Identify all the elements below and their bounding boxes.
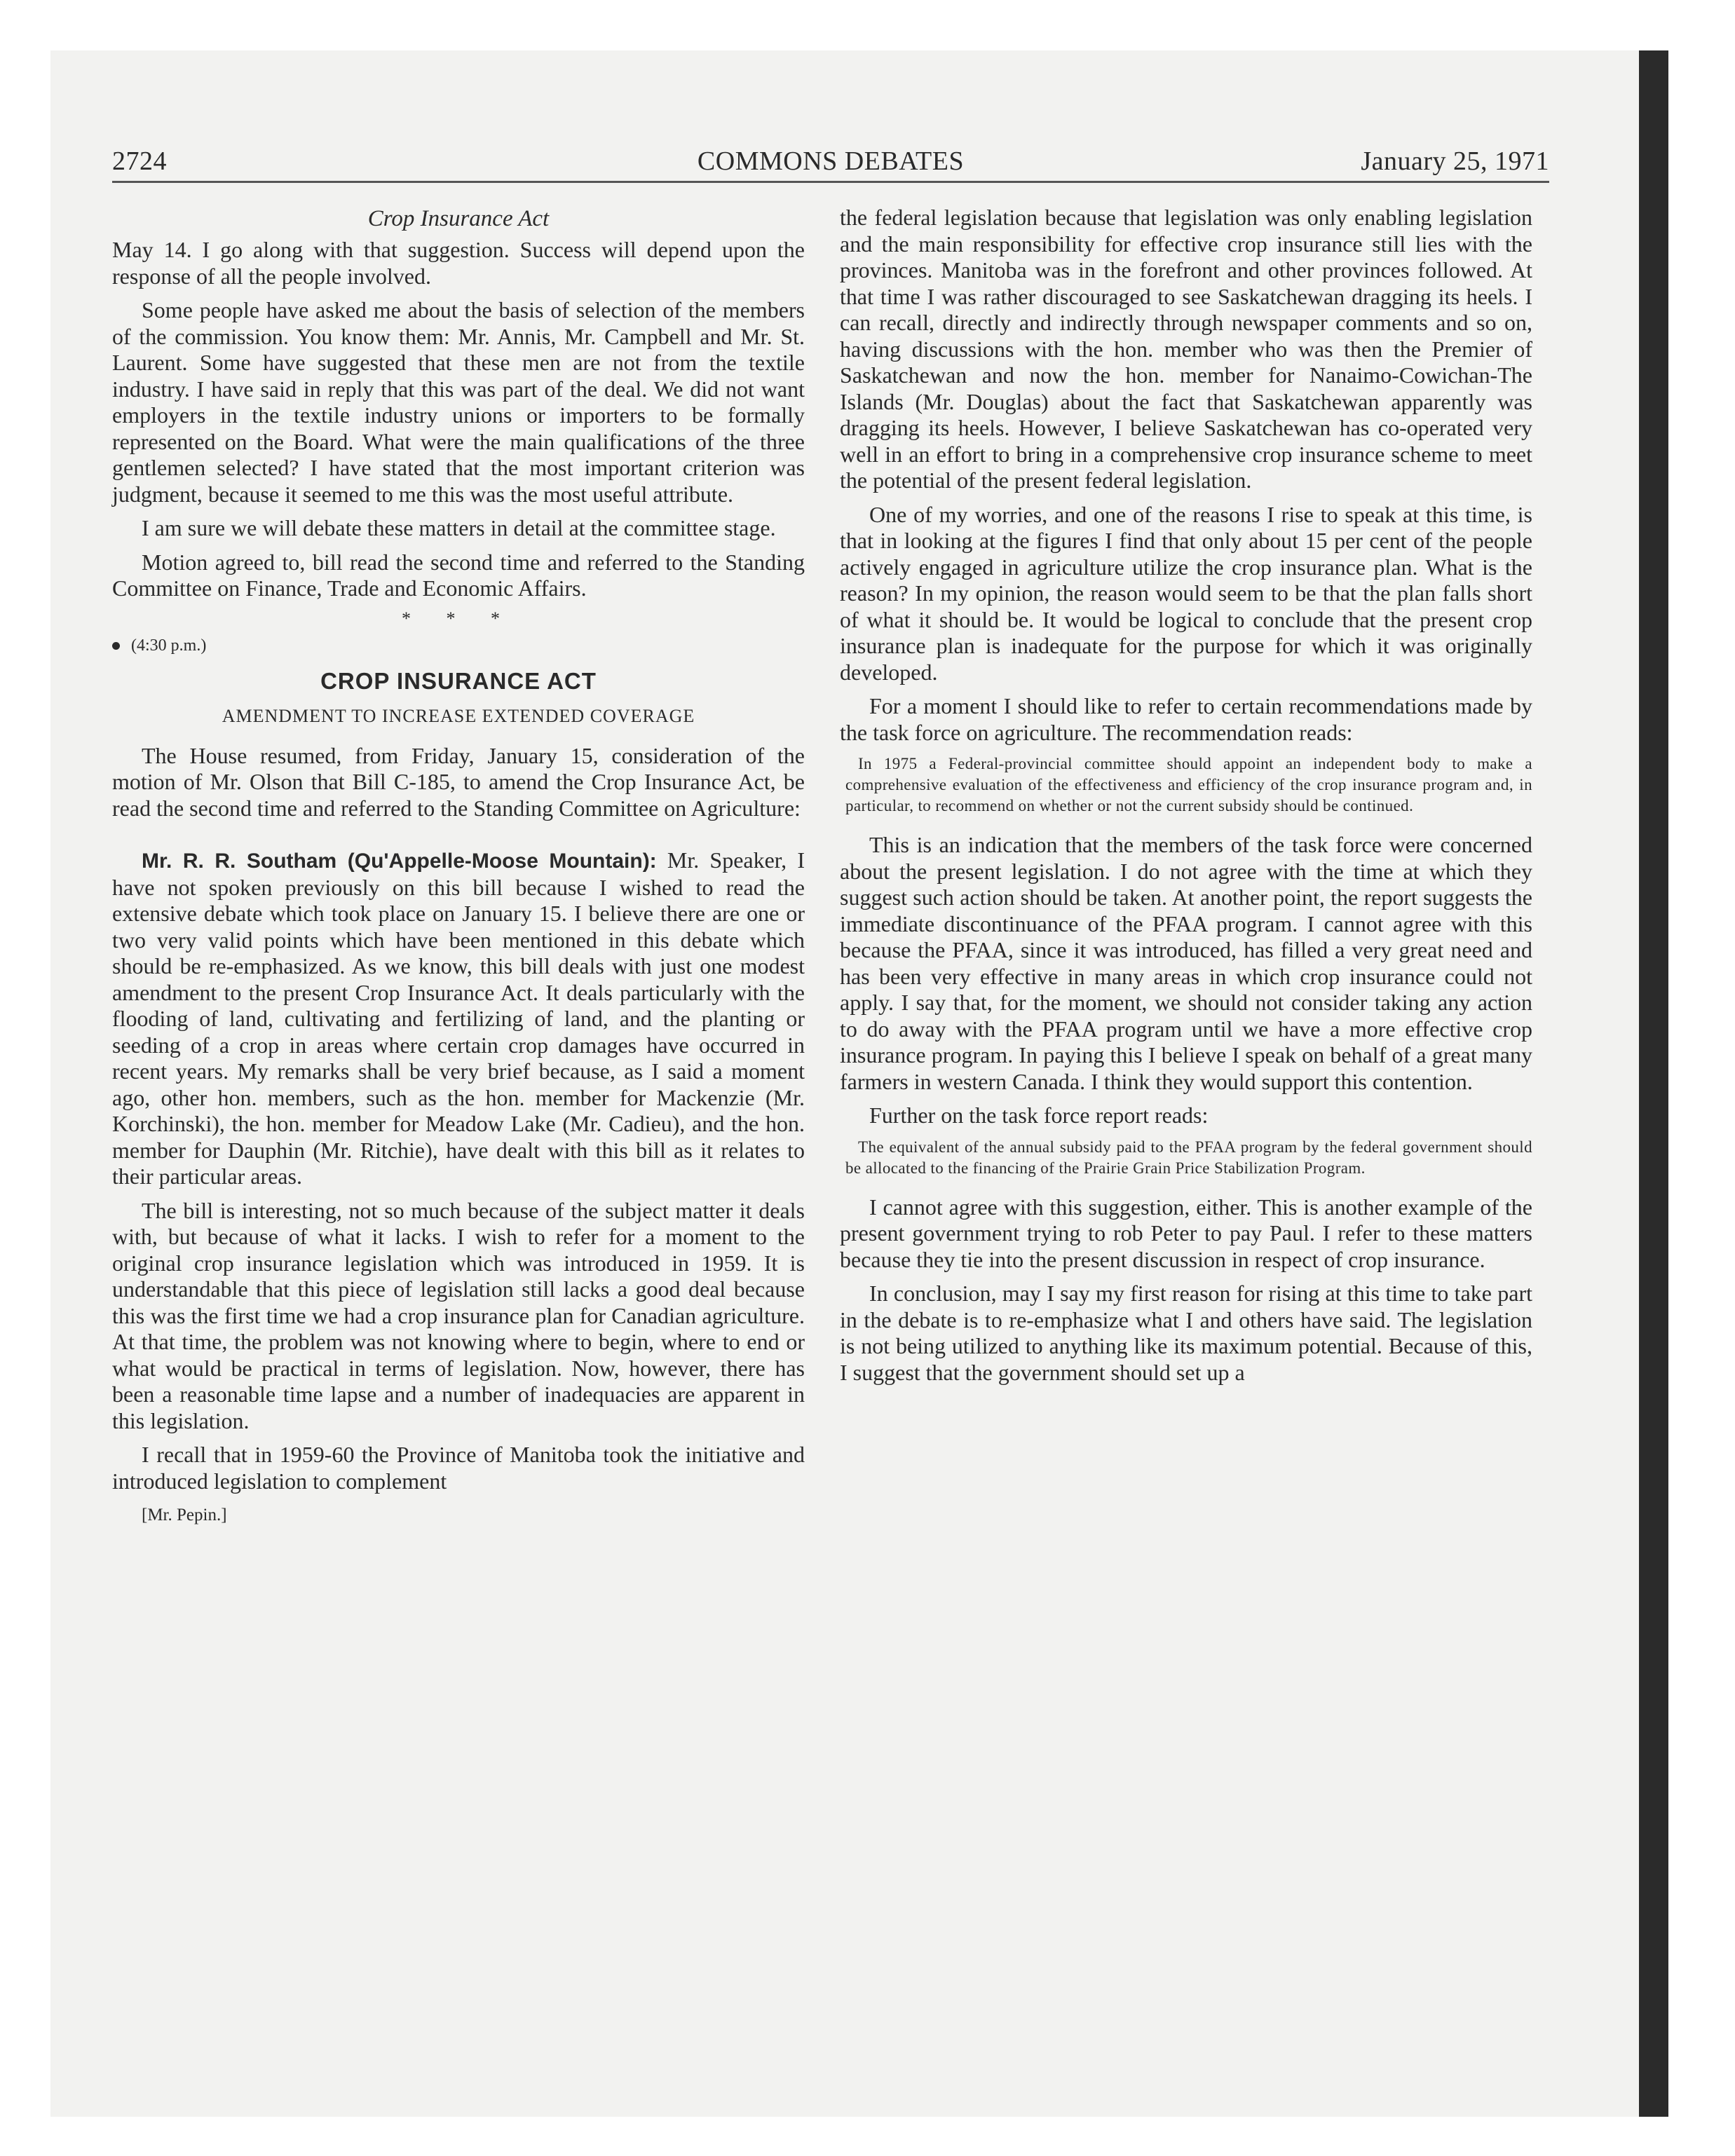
paragraph: Motion agreed to, bill read the second time and referred to the Standing Committee on Finance, Trade and Economic Affairs. <box>112 549 805 601</box>
time-stamp <box>112 634 805 657</box>
paragraph: I recall that in 1959-60 the Province of Manitoba took the initiative and introduced legislation to complement <box>112 1442 805 1494</box>
section-subtitle: AMENDMENT TO INCREASE EXTENDED COVERAGE <box>222 705 695 726</box>
paragraph: In conclusion, may I say my first reason for rising at this time to take part in the debate is to re-emphasize what I and others have said. The legislation is not being utilized to anything like its maximum potential. Because of this, I suggest that the government should set up a <box>840 1281 1532 1385</box>
block-quote <box>840 753 1532 817</box>
paragraph: One of my worries, and one of the reasons I rise to speak at this time, is that in looking at the figures I find that only about 15 per cent of the people actively engaged in agriculture utilize the crop insurance plan. What is the reason? In my opinion, the reason would seem to be that the plan falls short of what it should be. It would be logical to conclude that the present crop insurance plan is inadequate for the purpose for which it was originally developed. <box>840 501 1532 685</box>
page-number: 2724 <box>112 146 167 176</box>
paragraph: For a moment I should like to refer to certain recommendations made by the task force on agriculture. The recommendation reads: <box>840 693 1532 745</box>
scan-edge-bar <box>1639 50 1668 2117</box>
block-quote <box>840 1137 1532 1179</box>
spacer <box>112 829 805 847</box>
quote-text: In 1975 a Federal-provincial committee should appoint an independent body to make a comprehensive evaluation of the effectiveness and efficiency of the crop insurance program and, in particular, to recommend on whether or not the current subsidy should be continued. <box>845 755 1532 814</box>
right-column <box>840 205 1532 1393</box>
paragraph: I am sure we will debate these matters in detail at the committee stage. <box>142 515 776 540</box>
publication-date: January 25, 1971 <box>1361 146 1549 176</box>
speaker-name: Mr. R. R. Southam (Qu'Appelle-Moose Mountain): <box>142 850 657 873</box>
header-rule <box>112 181 1549 183</box>
paragraph: the federal legislation because that legislation was only enabling legislation and the main responsibility for effective crop insurance still lies with the provinces. Manitoba was in the forefront and other provinces followed. At that time I was rather discouraged to see Saskatchewan dragging its heels. I can recall, directly and indirectly through newspaper comments and so on, having discussions with the hon. member who was then the Premier of Saskatchewan and now the hon. member for Nanaimo-Cowichan-The Islands (Mr. Douglas) about the fact that Saskatchewan apparently was dragging its heels. However, I believe Saskatchewan has co-operated very well in an effort to bring in a comprehensive crop insurance scheme to meet the potential of the present federal legislation. <box>840 205 1532 493</box>
paragraph: I cannot agree with this suggestion, either. This is another example of the present government trying to rob Peter to pay Paul. I refer to these matters because they tie into the present discussion in respect of crop insurance. <box>840 1194 1532 1272</box>
paragraph: May 14. I go along with that suggestion. Success will depend upon the response of all the people involved. <box>112 237 805 289</box>
paragraph: Further on the task force report reads: <box>869 1103 1209 1128</box>
bullet-icon <box>112 642 120 650</box>
running-head: Crop Insurance Act <box>367 206 550 231</box>
section-title: CROP INSURANCE ACT <box>320 667 597 694</box>
paragraph: This is an indication that the members of the task force were concerned about the present legislation. I do not agree with the time at which they suggest such action should be taken. At another point, the report suggests the immediate discontinuance of the PFAA program. I cannot agree with this because the PFAA, since it was introduced, has filled a very great need and has been very effective in many areas in which crop insurance could not apply. I say that, for the moment, we should not consider taking any action to do away with the PFAA program until we have a more effective crop insurance program. In paying this I believe I speak on behalf of a great many farmers in western Canada. I think they would support this contention. <box>840 832 1532 1094</box>
speech-text: Mr. Speaker, I have not spoken previously on this bill because I wished to read the extensive debate which took place on January 15. I believe there are one or two very valid points which have been mentioned in this debate which should be re-emphasized. As we know, this bill deals with just one modest amendment to the present Crop Insurance Act. It deals particularly with the flooding of land, cultivating and fertilizing of land, and the planting or seeding of a crop in areas where certain crop damages have occurred in recent years. My remarks shall be very brief because, as I said a moment ago, other hon. members, such as the hon. member for Mackenzie (Mr. Korchinski), the hon. member for Meadow Lake (Mr. Cadieu), and the hon. member for Dauphin (Mr. Ritchie), have dealt with this bill as it relates to their particular areas. <box>112 847 805 1189</box>
speaker-footer: [Mr. Pepin.] <box>142 1506 227 1524</box>
left-column <box>112 205 805 1536</box>
paragraph: The House resumed, from Friday, January 15, consideration of the motion of Mr. Olson that Bill C-185, to amend the Crop Insurance Act, be read the second time and referred to the Standing Committee on Agriculture: <box>112 742 805 821</box>
time-label: (4:30 p.m.) <box>131 636 207 655</box>
paragraph: Some people have asked me about the basis of selection of the members of the commission. You know them: Mr. Annis, Mr. Campbell and Mr. St. Laurent. Some have suggested that these men are not from the textile industry. I have said in reply that this was part of the deal. We did not want employers in the textile industry unions or importers to be formally represented on the Board. What were the main qualifications of the three gentlemen selected? I have stated that the most important criterion was judgment, because it seemed to me this was the most useful attribute. <box>112 297 805 507</box>
publication-title: COMMONS DEBATES <box>697 146 965 176</box>
paragraph: The bill is interesting, not so much because of the subject matter it deals with, but because of what it lacks. I wish to refer for a moment to the original crop insurance legislation which was introduced in 1959. It is understandable that this piece of legislation still lacks a good deal because this was the first time we had a crop insurance plan for Canadian agriculture. At that time, the problem was not knowing where to begin, where to end or what would be practical in terms of legislation. Now, however, there has been a reasonable time lapse and a number of inadequacies are apparent in this legislation. <box>112 1197 805 1433</box>
quote-text: The equivalent of the annual subsidy paid to the PFAA program by the federal government should be allocated to the financing of the Prairie Grain Price Stabilization Program. <box>845 1138 1532 1177</box>
speaker-paragraph <box>112 847 805 1190</box>
section-separator: * * * <box>402 608 515 629</box>
page-header <box>112 146 1549 182</box>
